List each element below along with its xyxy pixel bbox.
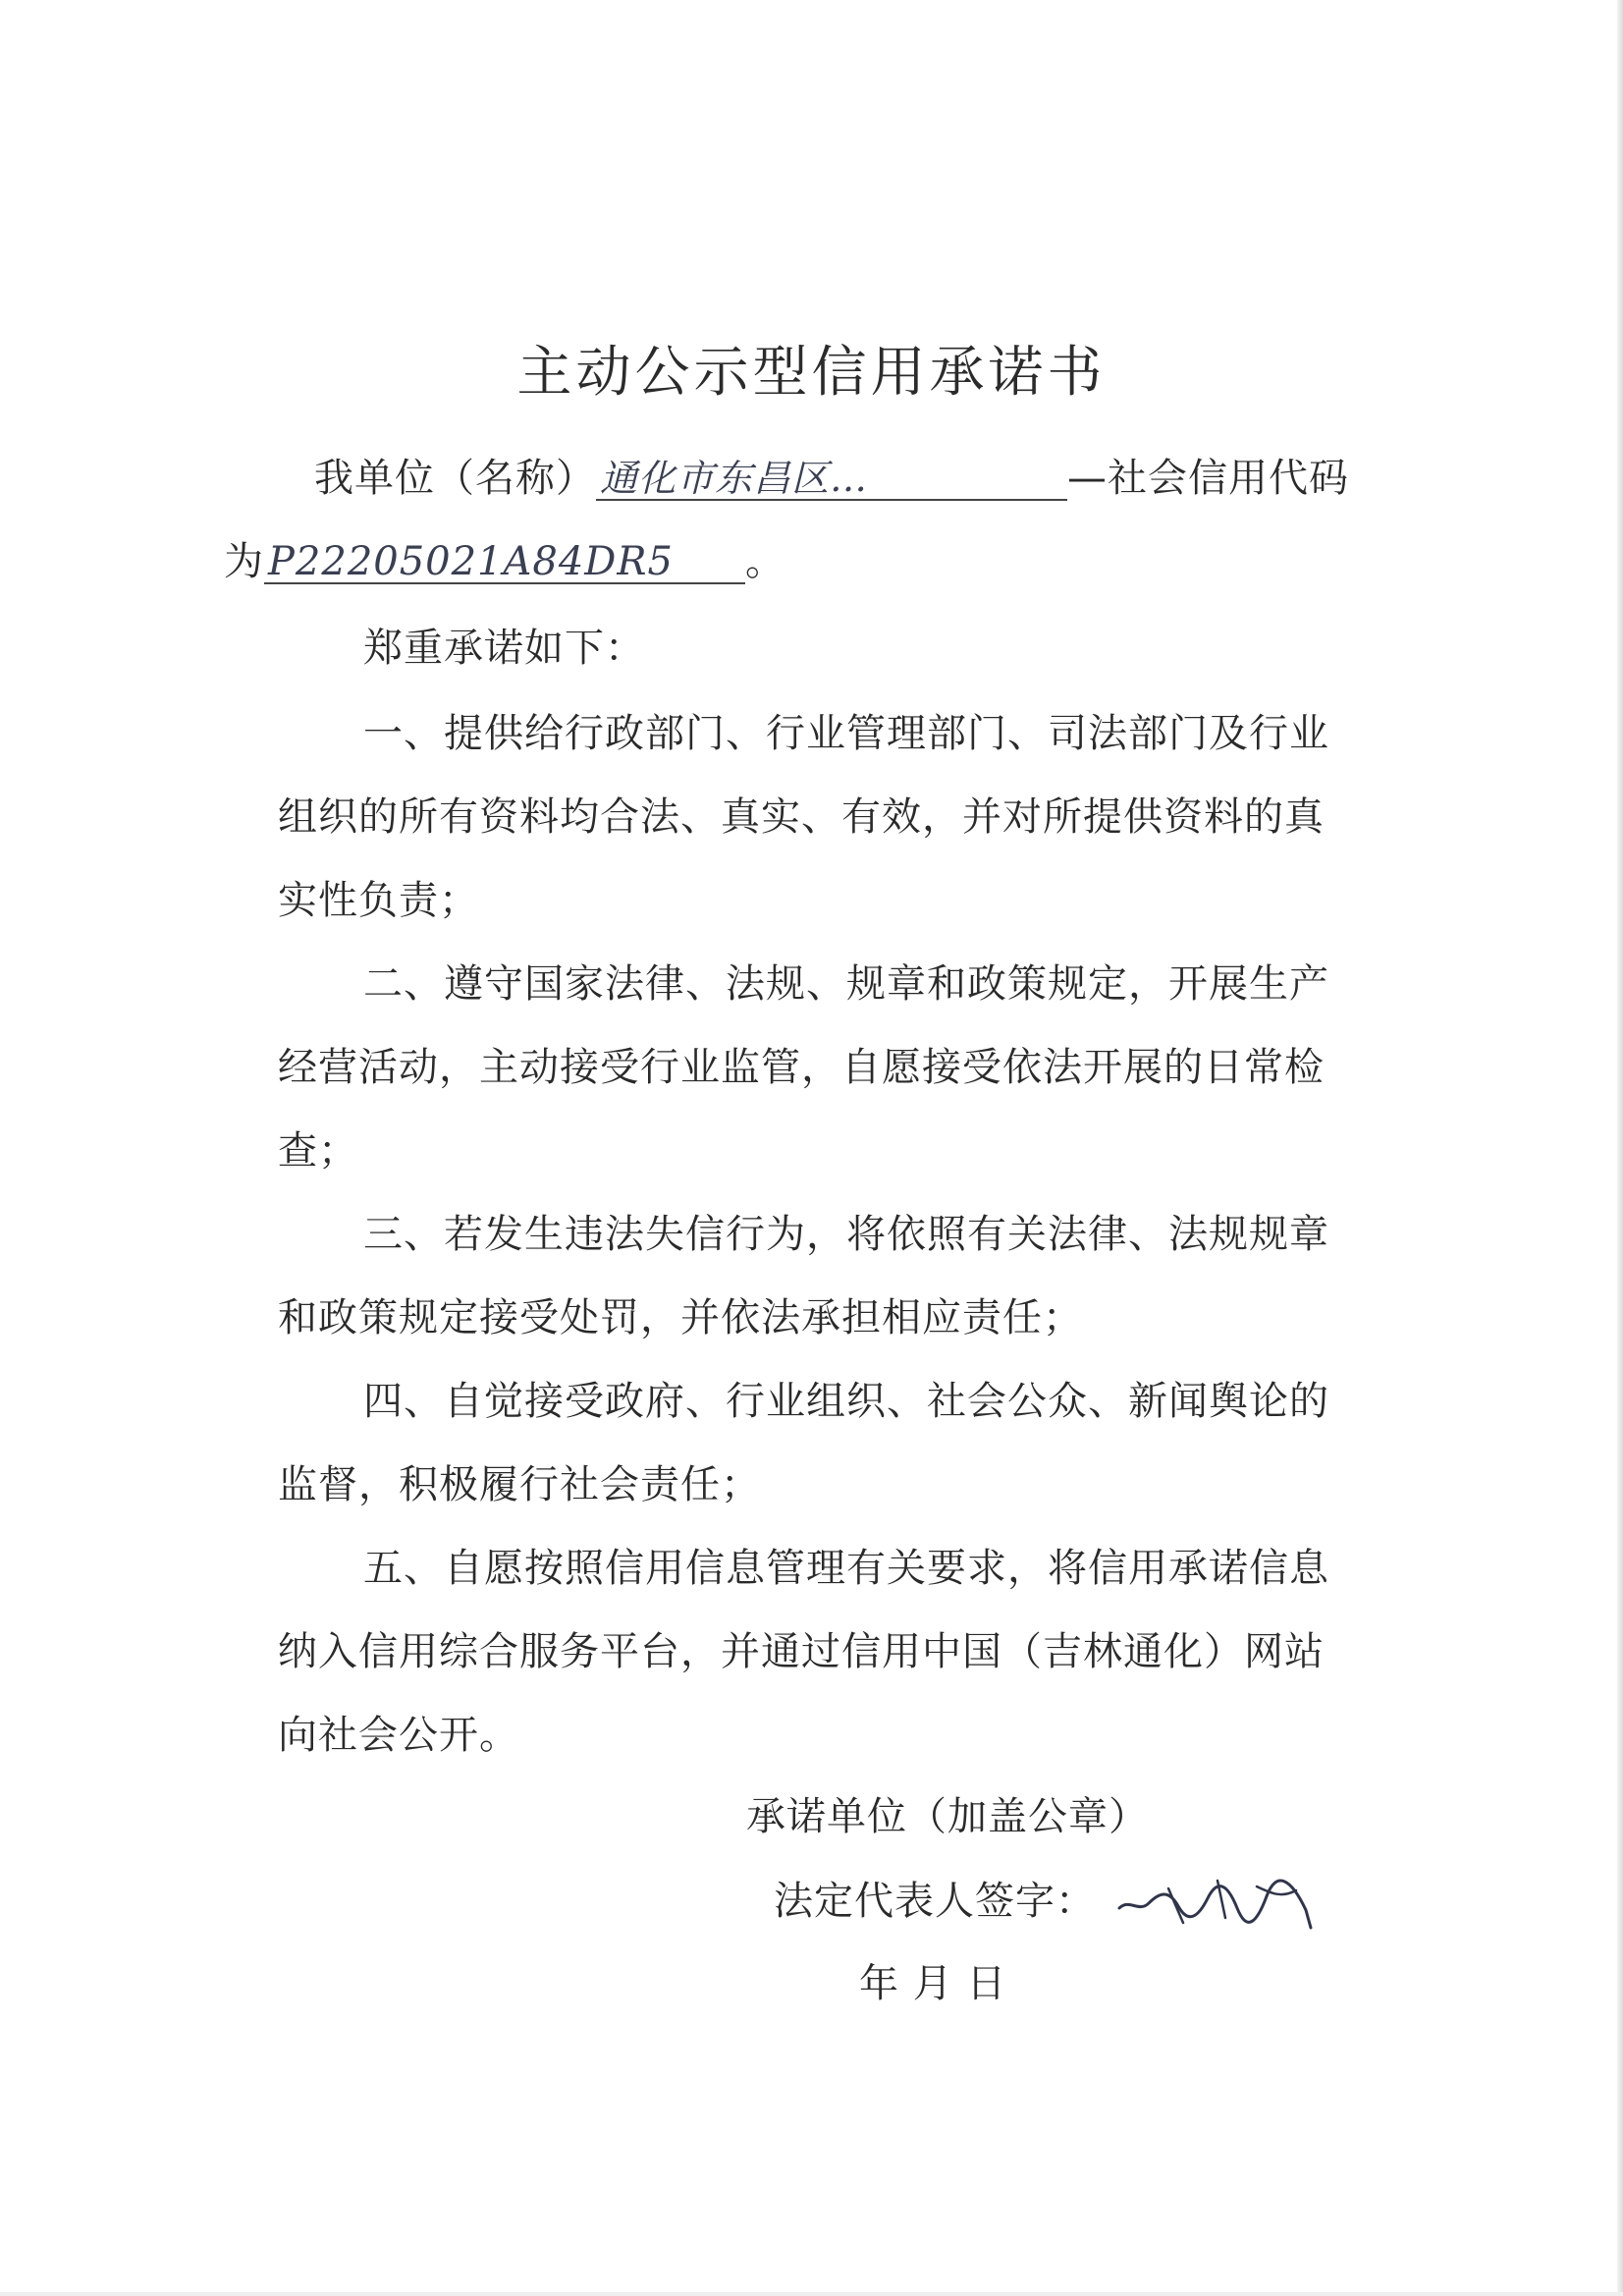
item-1-line-3: 实性负责； xyxy=(278,878,479,923)
intro-middle: 社会信用代码 xyxy=(1108,456,1349,501)
intro-line-1: 我单位（名称） 通化市东昌区… —社会信用代码 xyxy=(314,456,1349,501)
item-5-line-3: 向社会公开。 xyxy=(278,1713,519,1758)
commitment-heading: 郑重承诺如下： xyxy=(363,626,645,671)
item-4-line-1: 四、自觉接受政府、行业组织、社会公众、新闻舆论的 xyxy=(363,1379,1329,1424)
legal-rep-label: 法定代表人签字： xyxy=(774,1879,1096,1924)
committing-unit-label: 承诺单位（加盖公章） xyxy=(746,1794,1149,1839)
item-1-line-2: 组织的所有资料均合法、真实、有效，并对所提供资料的真 xyxy=(278,794,1325,840)
handwritten-signature xyxy=(1109,1869,1325,1938)
signature-drawing xyxy=(1109,1869,1325,1938)
intro-prefix: 我单位（名称） xyxy=(314,456,596,501)
credit-code-handwritten: P22205021A84DR5 xyxy=(264,541,745,584)
item-5-line-2: 纳入信用综合服务平台，并通过信用中国（吉林通化）网站 xyxy=(278,1629,1325,1674)
item-2-line-1: 二、遵守国家法律、法规、规章和政策规定，开展生产 xyxy=(363,961,1329,1007)
item-4-line-2: 监督，积极履行社会责任； xyxy=(278,1462,761,1507)
legal-rep-signature-row xyxy=(774,1869,1325,1938)
item-2-line-2: 经营活动，主动接受行业监管，自愿接受依法开展的日常检 xyxy=(278,1045,1325,1090)
item-1-line-1: 一、提供给行政部门、行业管理部门、司法部门及行业 xyxy=(363,711,1329,756)
date-line: 年 月 日 xyxy=(859,1961,1007,2006)
company-name-handwritten: 通化市东昌区… xyxy=(596,460,1067,501)
intro-line-2 xyxy=(224,530,785,586)
document-title: 主动公示型信用承诺书 xyxy=(516,341,1107,405)
intro-end: 。 xyxy=(745,539,785,584)
code-prefix: 为 xyxy=(224,539,264,584)
item-5-line-1: 五、自愿按照信用信息管理有关要求，将信用承诺信息 xyxy=(363,1546,1329,1591)
scan-edge-bottom xyxy=(0,2292,1623,2296)
item-3-line-2: 和政策规定接受处罚，并依法承担相应责任； xyxy=(278,1295,1083,1340)
item-3-line-1: 三、若发生违法失信行为，将依照有关法律、法规规章 xyxy=(363,1212,1329,1257)
item-2-line-3: 查； xyxy=(278,1128,358,1174)
